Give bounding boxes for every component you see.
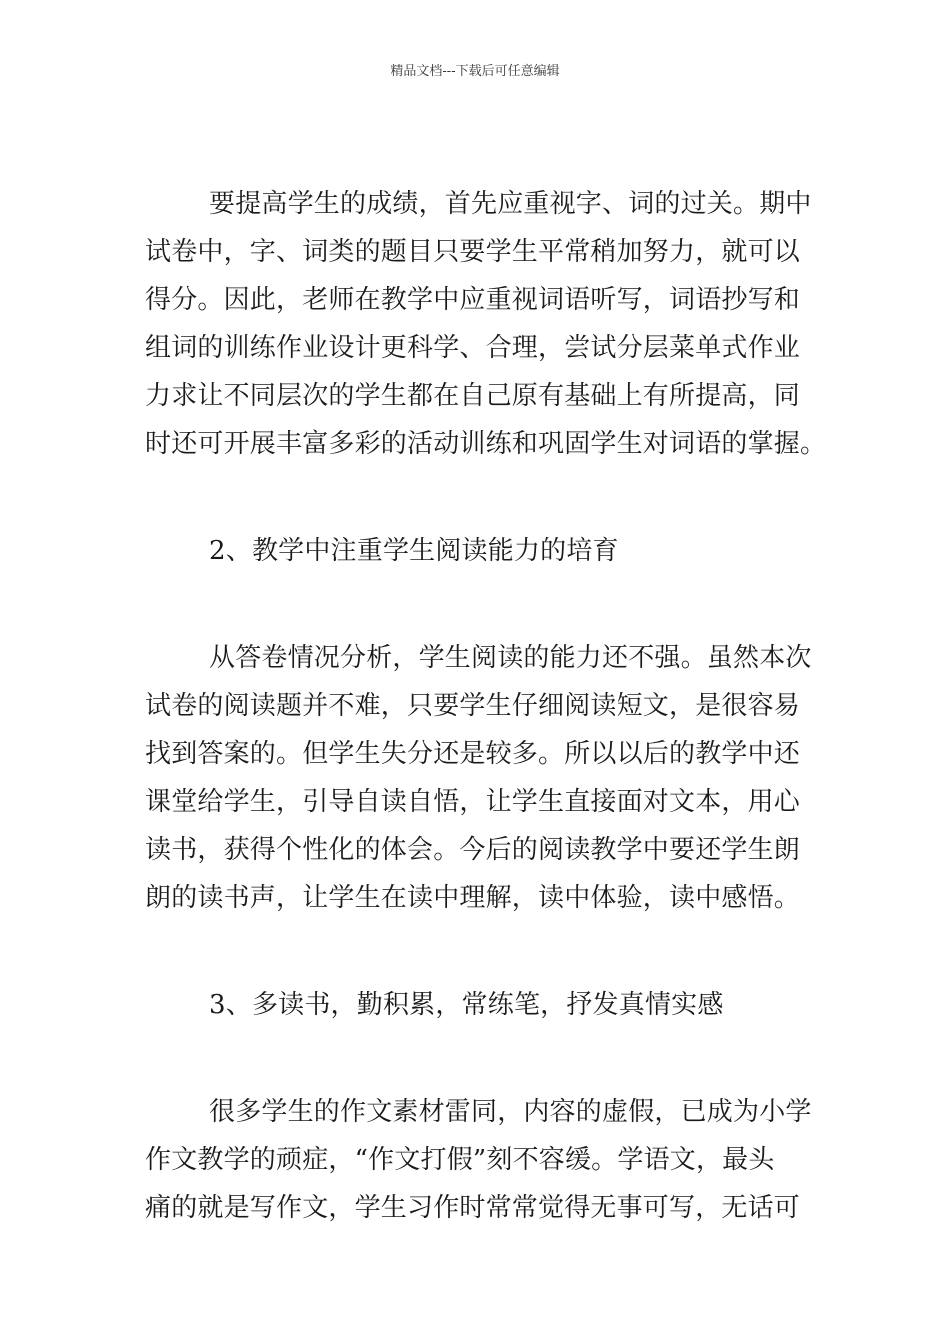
document-body [145, 180, 827, 1232]
spacer [145, 922, 810, 981]
paragraph-line: 试卷的阅读题并不难，只要学生仔细阅读短文，是很容易 [145, 691, 801, 721]
paragraph-line: 作文教学的顽症，“作文打假”刻不容缓。学语文，最头 [145, 1145, 775, 1175]
section-heading-writing: 3、多读书，勤积累，常练笔，抒发真情实感 [209, 990, 724, 1020]
paragraph-line: 力求让不同层次的学生都在自己原有基础上有所提高，同 [145, 381, 801, 411]
paragraph-line: 组词的训练作业设计更科学、合理，尝试分层菜单式作业 [145, 333, 801, 363]
page-header: 精品文档---下载后可任意编辑 [390, 64, 560, 79]
paragraph-word-mastery [145, 180, 827, 468]
paragraph-line: 课堂给学生，引导自读自悟，让学生直接面对文本，用心 [145, 787, 801, 817]
paragraph-line: 找到答案的。但学生失分还是较多。所以以后的教学中还 [145, 739, 801, 769]
paragraph-reading [145, 634, 810, 922]
paragraph-line: 要提高学生的成绩，首先应重视字、词的过关。期中 [209, 189, 812, 219]
section-heading-reading: 2、教学中注重学生阅读能力的培育 [209, 536, 619, 566]
paragraph-line: 很多学生的作文素材雷同，内容的虚假，已成为小学 [209, 1097, 812, 1127]
paragraph-line: 得分。因此，老师在教学中应重视词语听写，词语抄写和 [145, 285, 801, 315]
spacer [145, 1029, 810, 1088]
paragraph-line: 读书，获得个性化的体会。今后的阅读教学中要还学生朗 [145, 835, 801, 865]
paragraph-line: 试卷中，字、词类的题目只要学生平常稍加努力，就可以 [145, 237, 801, 267]
spacer [145, 575, 810, 634]
paragraph-line: 朗的读书声，让学生在读中理解，读中体验，读中感悟。 [145, 883, 801, 913]
paragraph-line: 痛的就是写作文，学生习作时常常觉得无事可写，无话可 [145, 1193, 801, 1223]
spacer [145, 468, 810, 527]
paragraph-line: 从答卷情况分析，学生阅读的能力还不强。虽然本次 [209, 643, 812, 673]
paragraph-line: 时还可开展丰富多彩的活动训练和巩固学生对词语的掌握。 [145, 429, 827, 459]
paragraph-writing [145, 1088, 810, 1232]
